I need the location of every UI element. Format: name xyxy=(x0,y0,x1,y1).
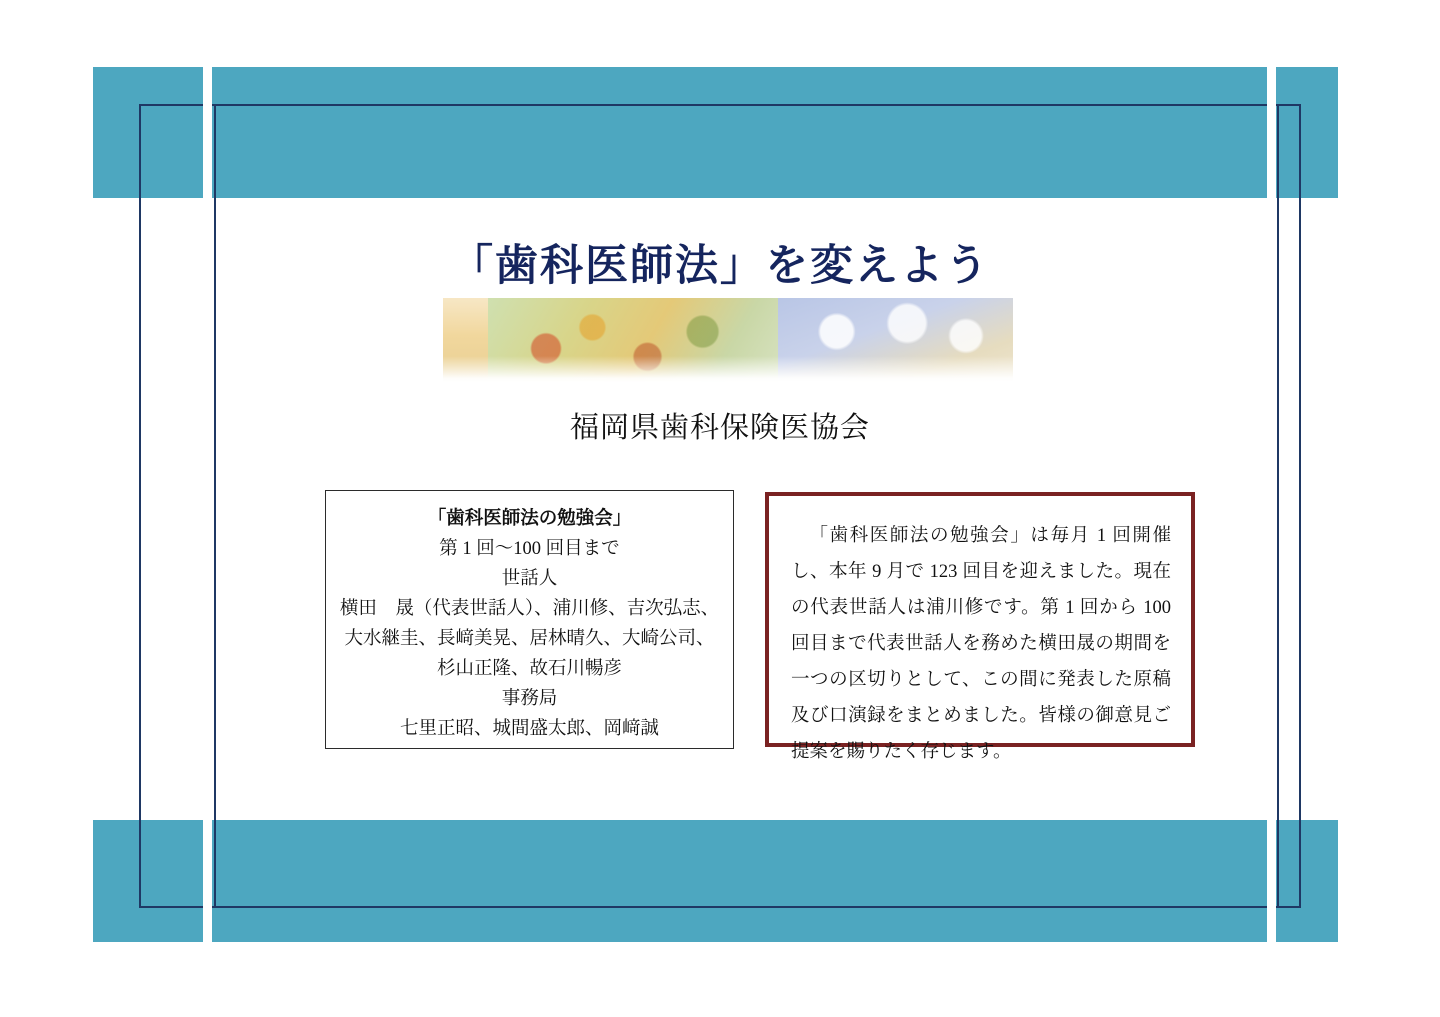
study-group-heading: 「歯科医師法の勉強会」 xyxy=(427,509,632,529)
decorative-navy-line-left xyxy=(214,104,216,908)
decorative-photo-strip xyxy=(443,298,1013,382)
decorative-navy-line-right xyxy=(1277,104,1279,908)
organization-name: 福岡県歯科保険医協会 xyxy=(569,410,870,444)
introduction-text-box xyxy=(765,492,1195,763)
study-group-line-2: 世話人 xyxy=(501,568,558,589)
strip-fade-overlay xyxy=(443,356,1013,382)
page-title: 「歯科医師法」を変えよう xyxy=(450,241,990,291)
title-block xyxy=(0,232,1440,293)
study-group-line-3: 横田 晟（代表世話人）、浦川修、吉次弘志、 xyxy=(339,598,720,619)
study-group-line-7: 七里正昭、城間盛太郎、岡﨑誠 xyxy=(399,718,659,739)
decorative-gap-right xyxy=(1267,60,1276,950)
introduction-paragraph: 「歯科医師法の勉強会」は毎月 1 回開催し、本年 9 月で 123 回目を迎えました。現在の代表世話人は浦川修です。第 1 回から 100 回目まで代表世話人を務めた横田晟の期間を一つの区切りとして、この間に発表した原稿及び口演録をまとめました。皆様の御意見ご提案を賜りたく存じます。 xyxy=(791,526,1171,763)
study-group-line-5: 杉山正隆、故石川暢彦 xyxy=(436,658,622,679)
study-group-line-6: 事務局 xyxy=(501,688,558,709)
decorative-gap-left xyxy=(203,60,212,950)
study-group-info-box xyxy=(325,490,734,749)
study-group-line-1: 第 1 回～100 回目まで xyxy=(439,538,620,559)
study-group-line-4: 大水継圭、長﨑美晃、居林晴久、大崎公司、 xyxy=(344,628,715,649)
